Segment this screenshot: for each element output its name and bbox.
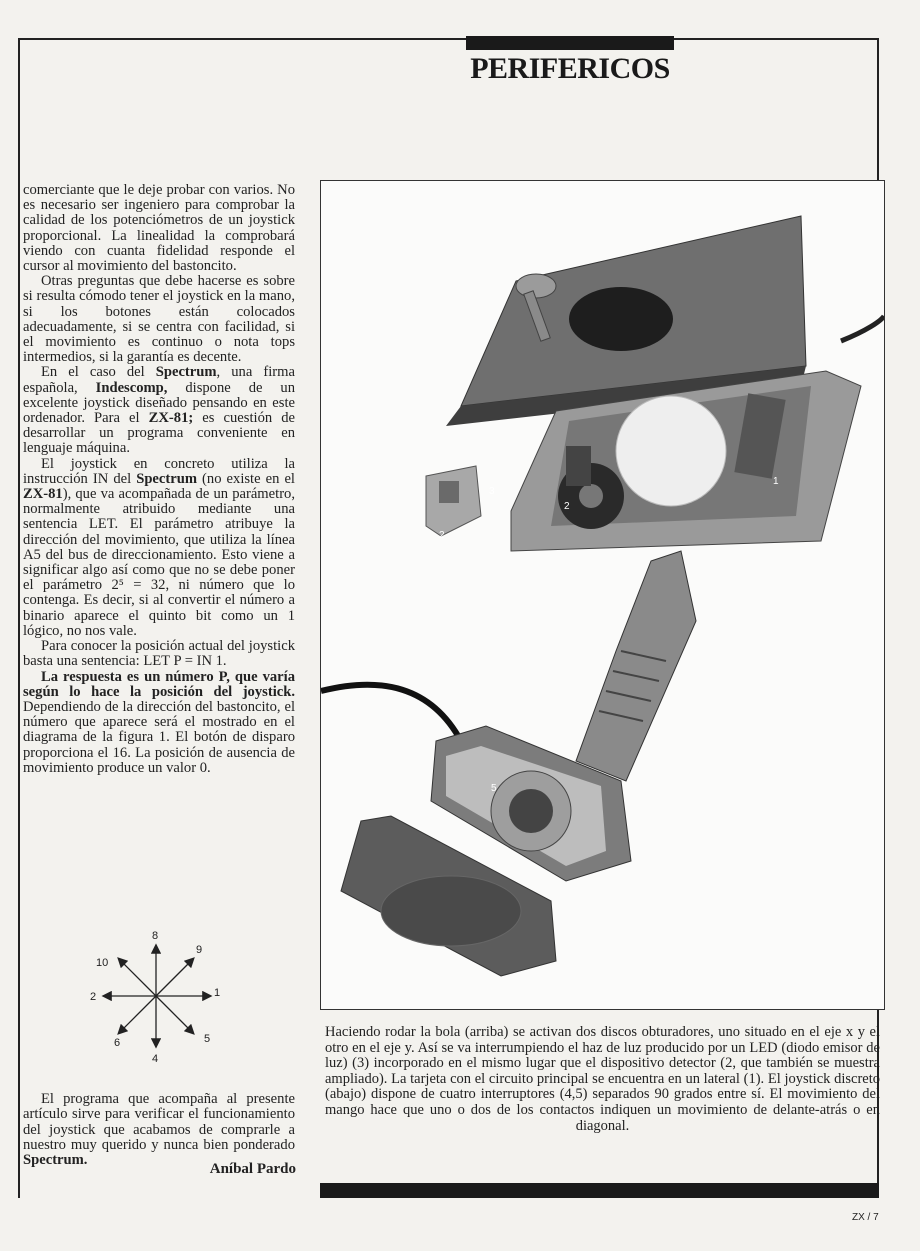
label-9: 9 <box>196 944 203 956</box>
joystick-illustration <box>321 181 884 1009</box>
label-10: 10 <box>96 957 109 969</box>
footer-bar <box>320 1183 879 1198</box>
arrow-downright <box>156 996 193 1033</box>
paragraph-6: La respuesta es un número P, que varía según lo hace la posición del joystick. Dependiendo de la dirección del bastoncito, el número que aparece será el mostrado en el diagrama de la figura 1. El botón de disparo proporciona el 16. La posición de ausencia de movimiento produce un valor 0. <box>23 668 295 776</box>
label-8: 8 <box>152 930 159 942</box>
arrow-upright <box>156 959 193 996</box>
program-paragraph: El programa que acompaña al presente artículo sirve para verificar el funcionamiento del joystick que acabamos de comprarle a nuestro muy querido y nunca bien ponderado Spectrum. <box>23 1091 295 1169</box>
photo-label-2b: 2 <box>439 530 445 541</box>
paragraph-5: Para conocer la posición actual del joystick basta una sentencia: LET P = IN 1. <box>23 638 295 670</box>
photo-label-2: 2 <box>564 501 570 512</box>
joystick-photo <box>320 180 885 1010</box>
paragraph-2: Otras preguntas que debe hacerse es sobre si resulta cómodo tener el joystick en la mano, si los botones están colocados adecuadamente, si se centra con facilidad, si el movimiento es continuo o nota tops intermedios, si la garantía es decente. <box>23 273 295 366</box>
direction-diagram <box>86 928 226 1068</box>
paragraph-1: comerciante que le deje probar con varios. No es necesario ser ingeniero para comprobar la calidad de los potenciómetros de un joystick proporcional. La linealidad la comprobará viendo con cuanta fidelidad responde el cursor al movimiento del bastoncito. <box>23 182 295 275</box>
photo-label-5: 5 <box>491 783 497 794</box>
label-4: 4 <box>152 1053 159 1065</box>
page-number: ZX / 7 <box>852 1212 879 1223</box>
left-rule <box>18 38 20 1198</box>
arrow-upleft <box>119 959 156 996</box>
arrow-downleft <box>119 996 156 1033</box>
photo-label-1: 1 <box>773 476 779 487</box>
label-5: 5 <box>204 1033 211 1045</box>
label-2: 2 <box>90 991 97 1003</box>
paragraph-4: El joystick en concreto utiliza la instrucción IN del Spectrum (no existe en el ZX-81), que va acompañada de un parámetro, normalmente atribuido mediante una sentencia LET. El parámetro atribuye la dirección del movimiento, que utiliza la línea A5 del bus de direccionamiento. Esto viene a significar algo así como que no se debe poner el parámetro 2⁵ = 32, ni número que lo contenga. Es decir, si al convertir el número a binario aparece el quinto bit como un 1 lógico, no nos vale. <box>23 455 295 639</box>
photo-caption: Haciendo rodar la bola (arriba) se activan dos discos obturadores, uno situado en el eje x y el otro en el eje y. Así se va interrumpiendo el haz de luz producido por un LED (diodo emisor de luz) (3) incorporado en el mismo lugar que el dispositivo detector (2, que también se muestra ampliado). La tarjeta con el circuito principal se encuentra en un lateral (1). El joystick discreto (abajo) dispone de cuatro interruptores (4,5) separados 90 grados entre sí. El movimiento del mango hace que uno o dos de los contactos indiquen un movimiento de delante-atrás o en diagonal. <box>325 1024 880 1134</box>
top-rule <box>18 38 878 40</box>
label-6: 6 <box>114 1037 121 1049</box>
section-title: PERIFERICOS <box>470 52 670 85</box>
article-column <box>23 183 295 776</box>
header-bar <box>466 36 674 50</box>
photo-label-3: 3 <box>489 486 495 497</box>
author: Aníbal Pardo <box>209 1161 296 1177</box>
label-1: 1 <box>214 987 221 999</box>
paragraph-3: En el caso del Spectrum, una firma española, Indescomp, dispone de un excelente joystick diseñado pensando en este ordenador. Para el ZX-81; es cuestión de desarrollar un programa conveniente en lenguaje máquina. <box>23 364 296 457</box>
